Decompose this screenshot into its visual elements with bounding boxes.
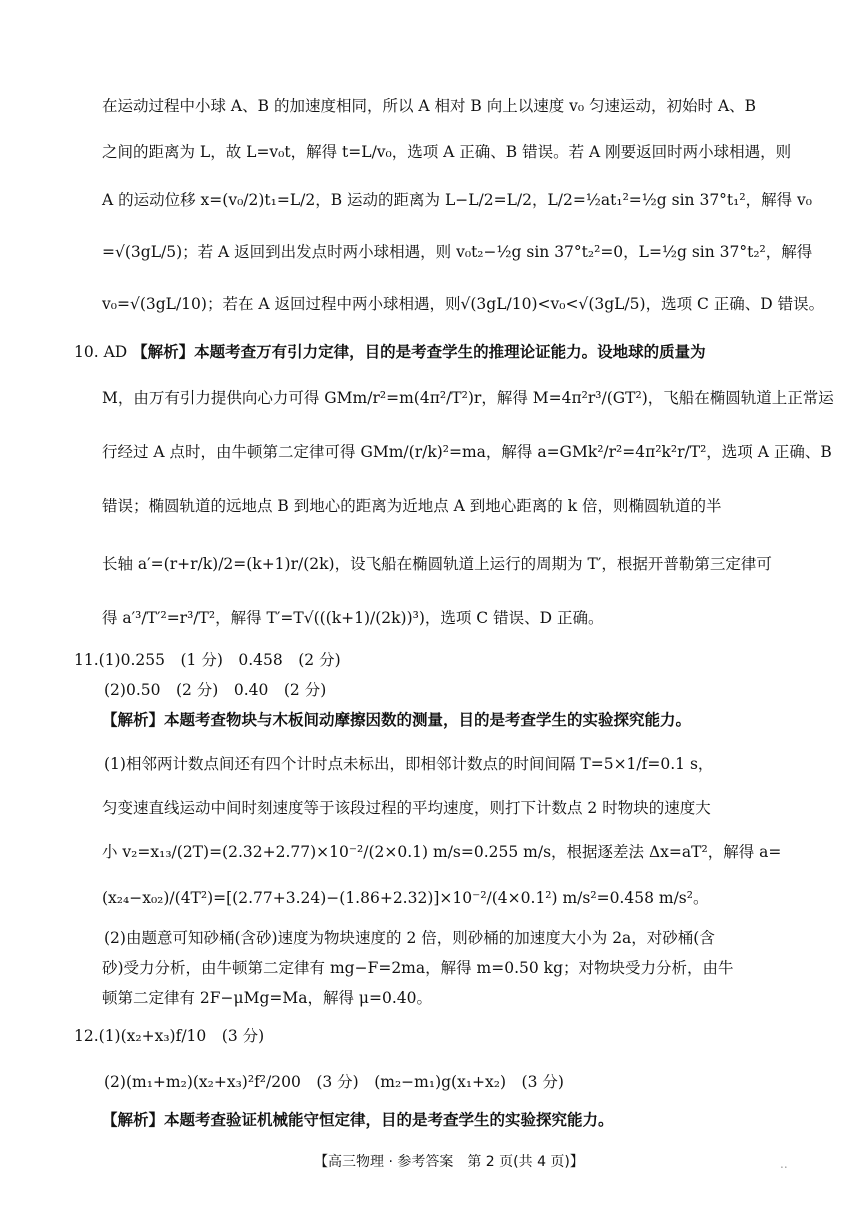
page-footer: 【高三物理 · 参考答案 第 2 页(共 4 页)】: [314, 1154, 584, 1170]
q11-para-7: 顿第二定律有 2F−μMg=Ma，解得 μ=0.40。: [102, 989, 432, 1007]
q9-line-3: A 的运动位移 x=(v₀/2)t₁=L/2，B 运动的距离为 L−L/2=L/2，L/2=½at₁²=½g sin 37°t₁²，解得 v₀: [102, 191, 812, 209]
q12-answer-1: 12.(1)(x₂+x₃)f/10 (3 分): [74, 1027, 265, 1045]
q9-line-5: v₀=√(3gL/10)；若在 A 返回过程中两小球相遇，则√(3gL/10)<v₀<√(3gL/5)，选项 C 正确、D 错误。: [102, 295, 825, 313]
q11-para-6: 砂)受力分析，由牛顿第二定律有 mg−F=2ma，解得 m=0.50 kg；对物块受力分析，由牛: [102, 959, 734, 977]
q11-analysis: 【解析】本题考查物块与木板间动摩擦因数的测量，目的是考查学生的实验探究能力。: [102, 710, 692, 729]
q10-number: 10. AD: [74, 343, 128, 361]
q9-line-4: =√(3gL/5)；若 A 返回到出发点时两小球相遇，则 v₀t₂−½g sin 37°t₂²=0，L=½g sin 37°t₂²，解得: [102, 243, 813, 261]
q10-line-1: [74, 340, 706, 364]
q11-para-2: 匀变速直线运动中间时刻速度等于该段过程的平均速度，则打下计数点 2 时物块的速度大: [102, 799, 711, 817]
q11-answer-2: (2)0.50 (2 分) 0.40 (2 分): [104, 681, 327, 699]
q11-para-1: (1)相邻两计数点间还有四个计时点未标出，即相邻计数点的时间间隔 T=5×1/f=0.1 s，: [104, 755, 714, 773]
q9-line-1: 在运动过程中小球 A、B 的加速度相同，所以 A 相对 B 向上以速度 v₀ 匀速运动，初始时 A、B: [102, 97, 757, 115]
q10-analysis: 【解析】本题考查万有引力定律，目的是考查学生的推理论证能力。设地球的质量为: [132, 342, 706, 361]
footer-mark: ..: [780, 1157, 788, 1171]
q12-analysis: 【解析】本题考查验证机械能守恒定律，目的是考查学生的实验探究能力。: [102, 1110, 614, 1129]
q10-line-3: 行经过 A 点时，由牛顿第二定律可得 GMm/(r/k)²=ma，解得 a=GMk²/r²=4π²k²r/T²，选项 A 正确、B: [102, 443, 832, 461]
q11-para-3: 小 v₂=x₁₃/(2T)=(2.32+2.77)×10⁻²/(2×0.1) m/s=0.255 m/s，根据逐差法 Δx=aT²，解得 a=: [102, 843, 782, 861]
q10-line-2: M，由万有引力提供向心力可得 GMm/r²=m(4π²/T²)r，解得 M=4π²r³/(GT²)，飞船在椭圆轨道上正常运: [102, 389, 834, 407]
q12-answer-2: (2)(m₁+m₂)(x₂+x₃)²f²/200 (3 分) (m₂−m₁)g(x₁+x₂) (3 分): [104, 1073, 564, 1091]
q10-line-5: 长轴 a′=(r+r/k)/2=(k+1)r/(2k)，设飞船在椭圆轨道上运行的周期为 T′，根据开普勒第三定律可: [102, 555, 772, 573]
q10-line-6: 得 a′³/T′²=r³/T²，解得 T′=T√(((k+1)/(2k))³)，选项 C 错误、D 正确。: [102, 609, 604, 627]
q10-line-4: 错误；椭圆轨道的远地点 B 到地心的距离为近地点 A 到地心距离的 k 倍，则椭圆轨道的半: [102, 497, 722, 515]
q11-answer-1: 11.(1)0.255 (1 分) 0.458 (2 分): [74, 651, 341, 669]
q9-line-2: 之间的距离为 L，故 L=v₀t，解得 t=L/v₀，选项 A 正确、B 错误。若 A 刚要返回时两小球相遇，则: [102, 143, 792, 161]
q11-para-5: (2)由题意可知砂桶(含砂)速度为物块速度的 2 倍，则砂桶的加速度大小为 2a，对砂桶(含: [104, 929, 715, 947]
q11-para-4: (x₂₄−x₀₂)/(4T²)=[(2.77+3.24)−(1.86+2.32)]×10⁻²/(4×0.1²) m/s²=0.458 m/s²。: [102, 889, 709, 907]
